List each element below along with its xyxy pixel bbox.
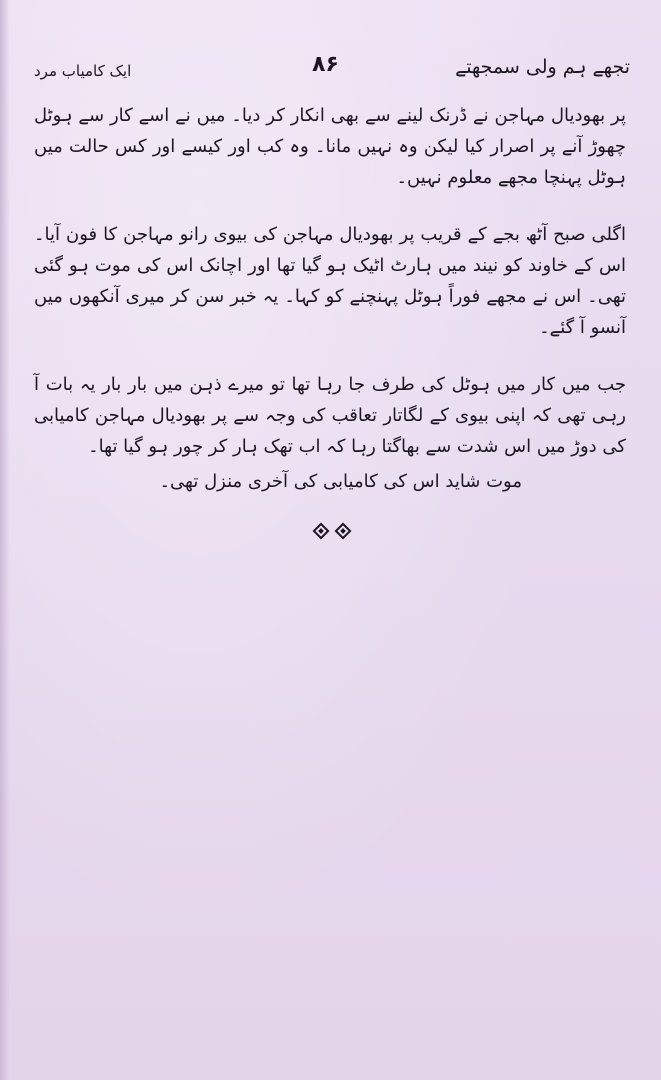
diamond-ornament-icon [312, 522, 330, 540]
running-title-right: تجھے ہم ولی سمجھتے [455, 56, 630, 78]
end-ornament [312, 522, 356, 544]
closing-line: موت شاید اس کی کامیابی کی آخری منزل تھی۔ [159, 471, 522, 492]
paragraph-1: پر بھودیال مہاجن نے ڈرنک لینے سے بھی انکار کر دیا۔ میں نے اسے کار سے ہوٹل چھوڑ آنے پر اصرار کیا لیکن وہ نہیں مانا۔ وہ کب اور کیسے اور کس حالت میں ہوٹل پہنچا مجھے معلوم نہیں۔ [34, 105, 626, 188]
page-edge-shadow [0, 0, 10, 1080]
diamond-ornament-icon [334, 522, 352, 540]
page-number: ۸۶ [312, 52, 339, 77]
body-text [34, 100, 626, 523]
paragraph-3: جب میں کار میں ہوٹل کی طرف جا رہا تھا تو میرے ذہن میں بار بار یہ بات آ رہی تھی کہ اپنی بیوی کے لگاتار تعاقب کی وجہ سے پر بھودیال مہاجن کامیابی کی دوڑ میں اس شدت سے بھاگتا رہا کہ اب تھک ہار کر چور ہو گیا تھا۔ [34, 374, 626, 457]
paragraph-2: اگلی صبح آٹھ بجے کے قریب پر بھودیال مہاجن کی بیوی رانو مہاجن کا فون آیا۔ اس کے خاوند کو نیند میں ہارٹ اٹیک ہو گیا تھا اور اچانک اس کی موت ہو گئی تھی۔ اس نے مجھے فوراً ہوٹل پہنچنے کو کہا۔ یہ خبر سن کر میری آنکھوں میں آنسو آ گئے۔ [34, 224, 627, 338]
page-header [30, 52, 630, 88]
running-title-left: ایک کامیاب مرد [34, 62, 132, 80]
